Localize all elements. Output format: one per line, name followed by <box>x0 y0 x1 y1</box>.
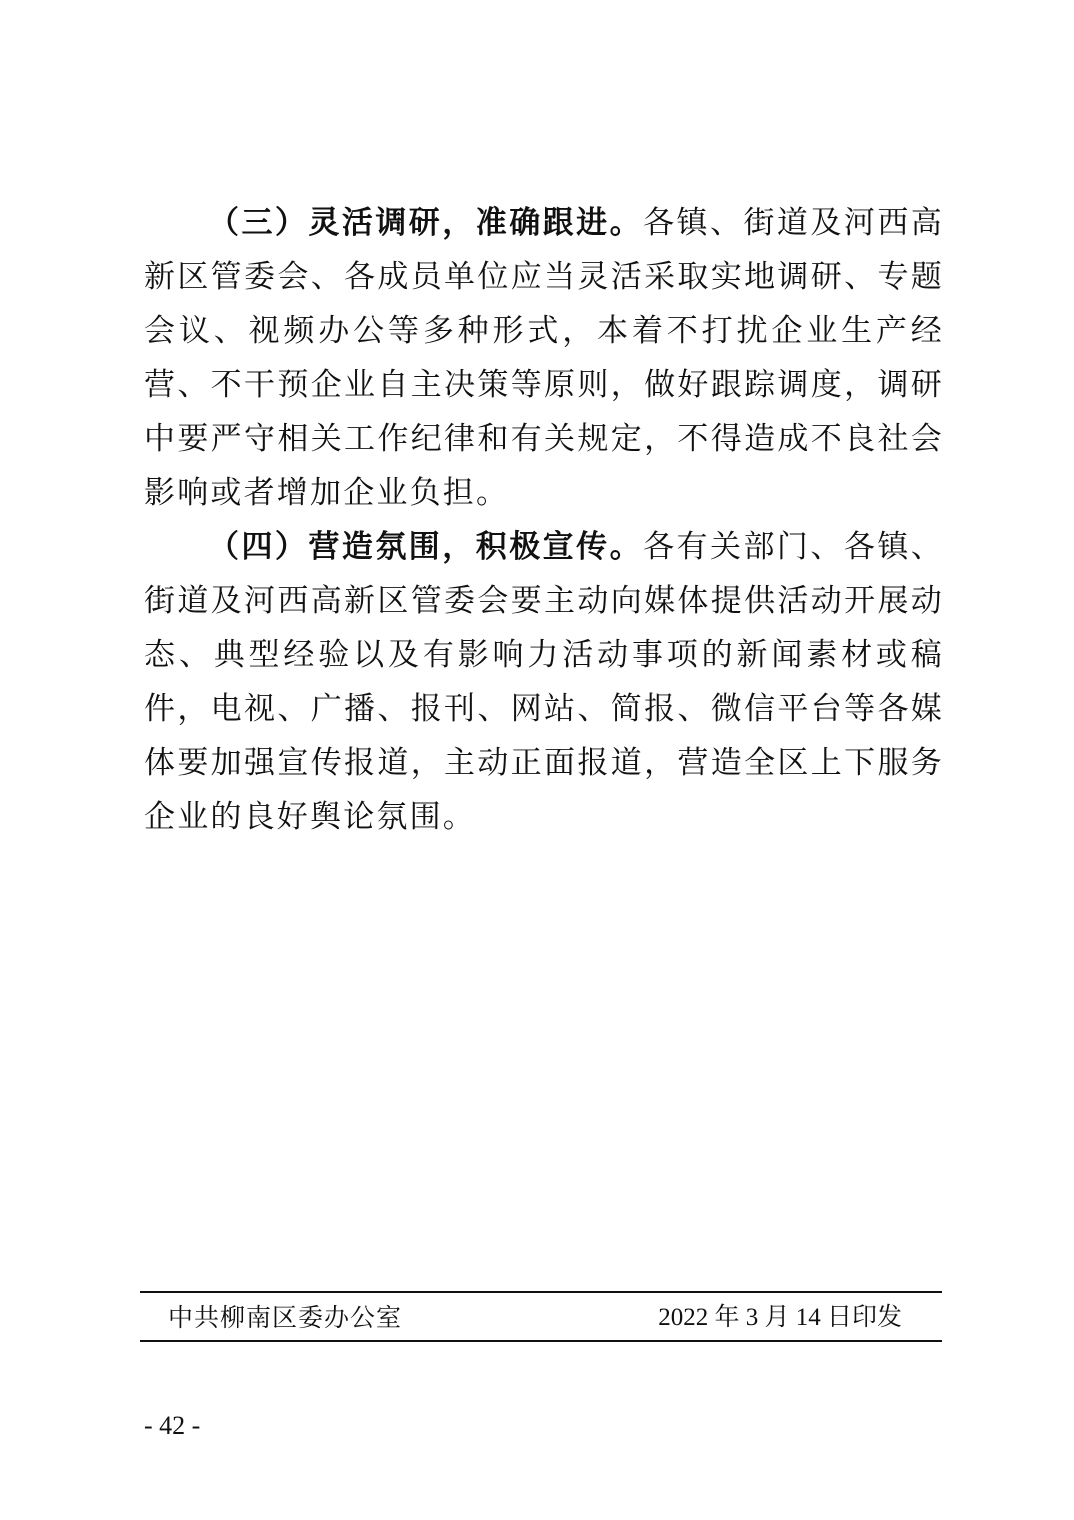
paragraph-section-3 <box>144 196 944 520</box>
section-3-heading: （三）灵活调研，准确跟进。 <box>208 205 644 241</box>
document-body <box>144 196 944 844</box>
page-number: - 42 - <box>144 1411 201 1440</box>
paragraph-section-4 <box>144 520 944 844</box>
section-4-heading: （四）营造氛围，积极宣传。 <box>208 529 644 565</box>
section-3-body: 各镇、街道及河西高新区管委会、各成员单位应当灵活采取实地调研、专题会议、视频办公等多种形式，本着不打扰企业生产经营、不干预企业自主决策等原则，做好跟踪调度，调研中要严守相关工作纪律和有关规定，不得造成不良社会影响或者增加企业负担。 <box>144 205 944 511</box>
section-4-body: 各有关部门、各镇、街道及河西高新区管委会要主动向媒体提供活动开展动态、典型经验以及有影响力活动事项的新闻素材或稿件，电视、广播、报刊、网站、简报、微信平台等各媒体要加强宣传报道，主动正面报道，营造全区上下服务企业的良好舆论氛围。 <box>144 529 944 835</box>
footer-issuer: 中共柳南区委办公室 <box>168 1303 403 1332</box>
footer-bottom-rule <box>140 1340 942 1342</box>
footer-issue-date: 2022 年 3 月 14 日印发 <box>658 1304 902 1331</box>
footer-top-rule <box>140 1291 942 1293</box>
